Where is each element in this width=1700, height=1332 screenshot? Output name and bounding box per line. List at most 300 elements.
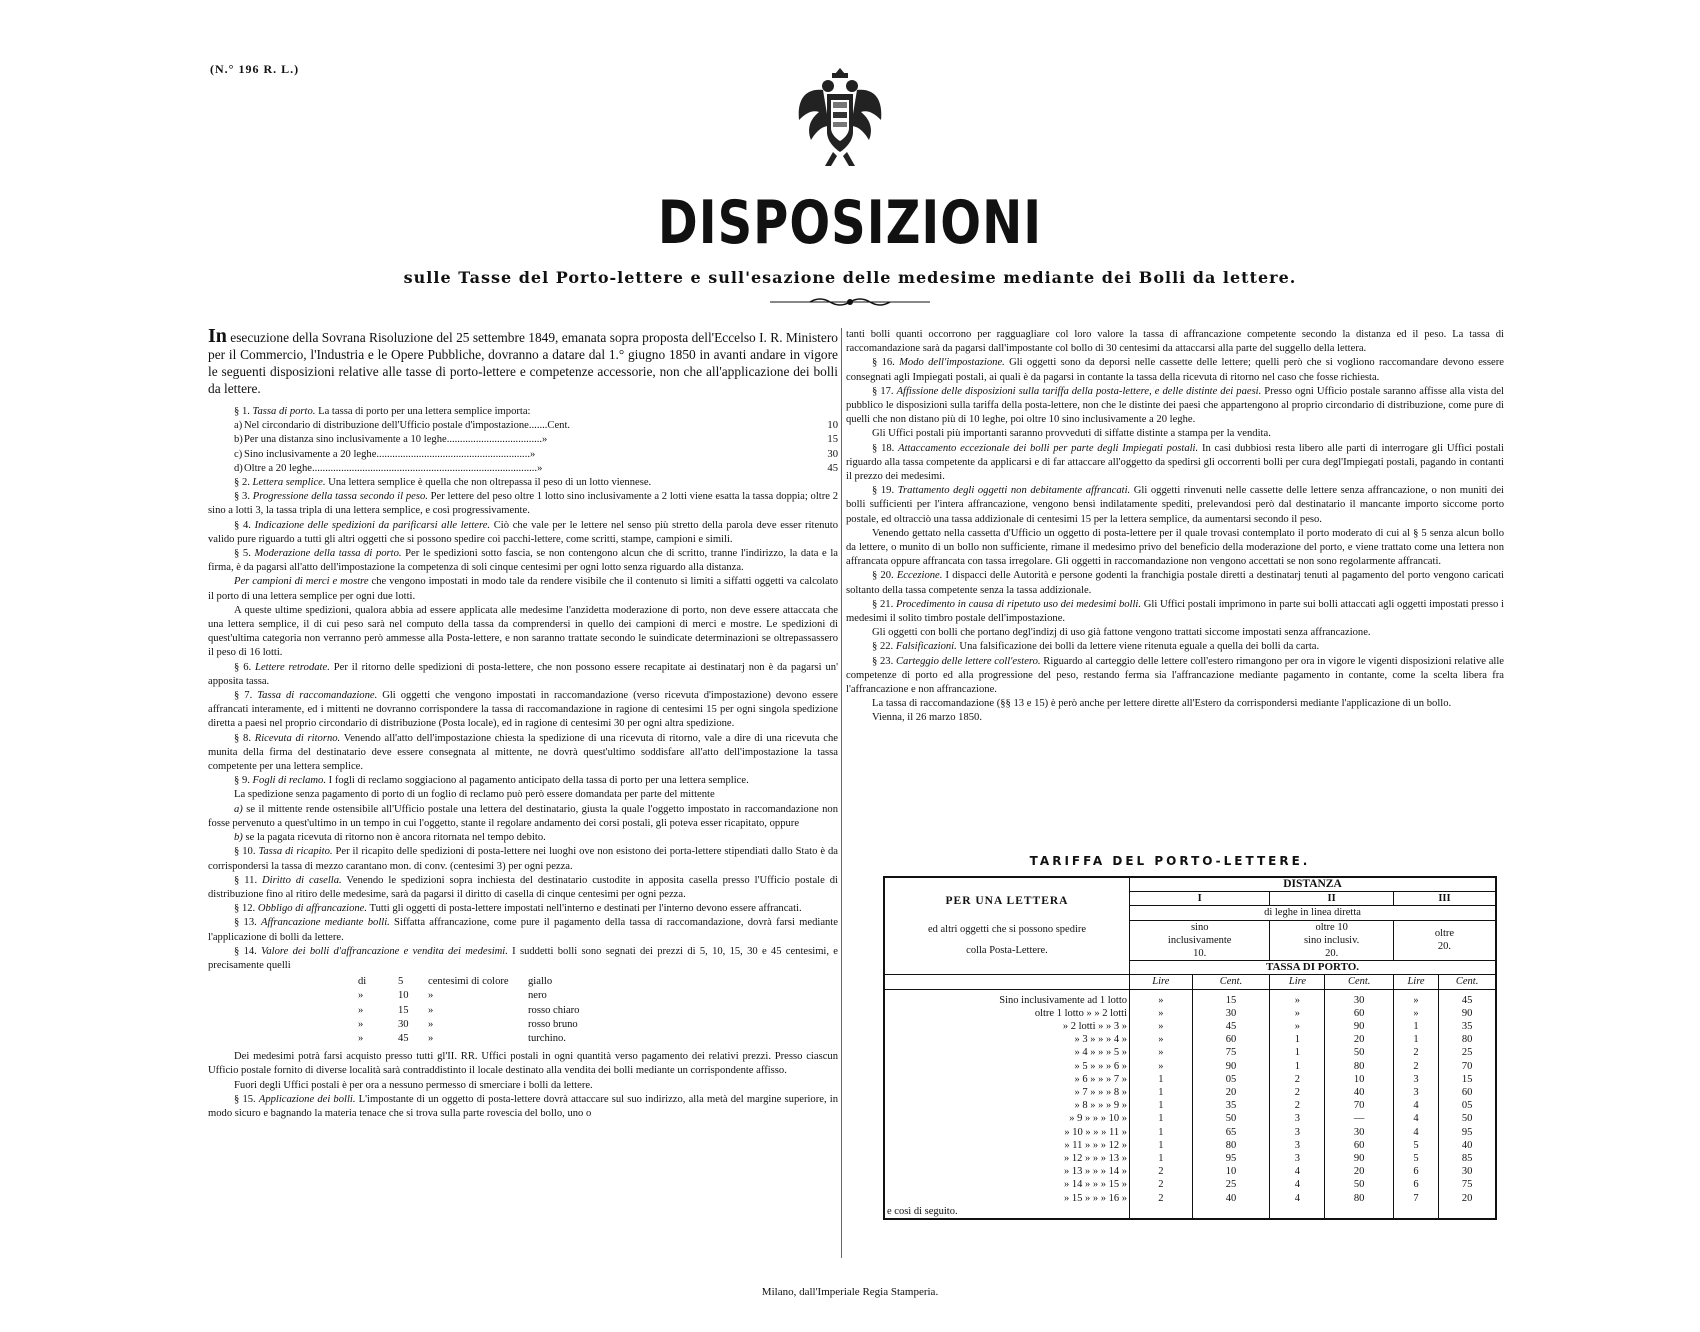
section-paragraph	[846, 569, 1504, 597]
section-paragraph	[846, 385, 1504, 428]
zone-desc-line: oltre 10	[1315, 921, 1348, 933]
section-title: Tassa di porto.	[252, 406, 316, 417]
lire-cell: 2	[1393, 1060, 1438, 1073]
cent-cell: 70	[1439, 1060, 1496, 1073]
zone-desc	[1393, 920, 1496, 961]
item-value: 10	[827, 420, 838, 432]
lire-cell: 1	[1393, 1033, 1438, 1046]
section-number: § 23.	[872, 655, 896, 667]
section-title: Fogli di reclamo.	[252, 775, 327, 787]
zone-header: I	[1130, 892, 1270, 906]
list-item	[358, 1004, 838, 1018]
cent-cell: 90	[1325, 1152, 1393, 1165]
lire-cell: 5	[1393, 1152, 1438, 1165]
section-text: Gli oggetti rinvenuti nelle cassette delle lettere senza affrancazione, o non muniti dei bolli sufficienti per l'intera affrancazione, vengono bensì indilatamente spediti, prelevandosi però dal destinatario il mancante importo siccome porto postale, ed oltracciò una tassa addizionale di centesimi 15 per la lettera semplice, da aumentarsi secondo il peso.	[846, 485, 1504, 525]
section-text: L'impostante di un oggetto di posta-lettere dovrà attaccare sul suo indirizzo, alla metà del margine superiore, in modo sicuro e bagnando la materia tenace che si trova sulla parte rovescia del bollo, uno o	[208, 1093, 838, 1119]
cent-cell: 60	[1325, 1007, 1393, 1020]
stamp-unit: »	[428, 1004, 434, 1016]
section-text: Gli oggetti con bolli che portano degl'indizj di uso già fattone vengono trattati siccome impostati senza affrancazione.	[872, 627, 1371, 639]
lire-cell: 1	[1130, 1099, 1193, 1112]
stamp-colors-list	[358, 975, 838, 1046]
zone-desc-line: 20.	[1325, 948, 1339, 960]
section-text: che vengono impostati in modo tale da rendere visibile che il contenuto si limiti a siffatti oggetti va calcolato il porto di una lettera semplice per ogni due lotti.	[208, 576, 838, 602]
cent-cell: 20	[1192, 1086, 1270, 1099]
list-item	[358, 975, 838, 989]
zone-desc	[1270, 920, 1394, 961]
item-value: 15	[827, 434, 838, 446]
section-paragraph	[846, 655, 1504, 698]
double-headed-eagle-emblem	[795, 60, 885, 170]
section-paragraph	[846, 626, 1504, 640]
cent-cell: 60	[1192, 1033, 1270, 1046]
section-paragraph	[208, 575, 838, 603]
cent-cell: 30	[1439, 1165, 1496, 1178]
weight-label: » 10 » » » 11 »	[884, 1126, 1130, 1139]
item-text: Per una distanza sino inclusivamente a 10 leghe....................................»	[244, 434, 548, 446]
section-title: Tassa di raccomandazione.	[257, 690, 378, 702]
table-row	[884, 1020, 1496, 1033]
cent-cell: 20	[1439, 1192, 1496, 1205]
lire-cell: 3	[1270, 1112, 1325, 1125]
stamp-color: rosso bruno	[528, 1018, 578, 1030]
stamp-value: 30	[398, 1018, 409, 1030]
section-title: Progressione della tassa secondo il peso.	[252, 491, 428, 503]
section-text: I fogli di reclamo soggiaciono al pagamento anticipato della tassa di porto per una lettera semplice.	[326, 775, 749, 787]
section-paragraph	[208, 476, 838, 490]
cent-cell: 10	[1325, 1073, 1393, 1086]
section-paragraph	[846, 356, 1504, 384]
lire-cell: 1	[1270, 1033, 1325, 1046]
cent-cell: 50	[1192, 1112, 1270, 1125]
stamp-color: nero	[528, 990, 547, 1002]
cent-column-header: Cent.	[1325, 975, 1393, 989]
cent-cell: 95	[1192, 1152, 1270, 1165]
section-text: Una lettera semplice è quella che non oltrepassa il peso di un lotto viennese.	[325, 477, 652, 489]
section-number: § 19.	[872, 485, 898, 497]
lire-cell: »	[1270, 1007, 1325, 1020]
ditto-mark: di	[358, 976, 367, 988]
ditto-mark: »	[358, 1018, 364, 1030]
cent-cell: 30	[1325, 989, 1393, 1007]
section-number: § 10.	[234, 846, 259, 858]
cent-cell: 30	[1192, 1007, 1270, 1020]
stamp-color: rosso chiaro	[528, 1004, 580, 1016]
page-subtitle: sulle Tasse del Porto-lettere e sull'esazione delle medesime mediante dei Bolli da lettere.	[403, 268, 1297, 287]
section-title: Falsificazioni.	[895, 641, 957, 653]
section-text: Gli Uffici postali imprimono in parte sui bolli attaccati agli oggetti impostati presso i medesimi il solito timbro postale dell'impostazione.	[846, 598, 1504, 625]
section-title: Modo dell'impostazione.	[899, 357, 1005, 369]
table-row	[884, 1178, 1496, 1191]
section-text: I dispacci delle Autorità e persone godenti la franchigia postale diretti a destinatarj tenuti al pagamento del porto vengono caricati soltanto della tassa competente senza la tassa addizionale.	[846, 570, 1504, 596]
section-title: Attaccamento eccezionale dei bolli per parte degli Impiegati postali.	[898, 442, 1199, 454]
zone-header: III	[1393, 892, 1496, 906]
section-text: Riguardo al carteggio delle lettere coll'estero rimangono per ora in vigore le vigenti disposizioni relative alle competenze di porto ed alla progressione del peso, restando ferma sia l'affrancazione mediante pagamento in contante, come la scelta libera fra l'affrancazione e non affrancazione.	[846, 655, 1504, 696]
list-item	[234, 448, 838, 462]
tariff-table	[883, 876, 1497, 1220]
cent-cell: 80	[1325, 1192, 1393, 1205]
distanza-header: DISTANZA	[1130, 877, 1497, 892]
weight-label: » 2 lotti » » 3 »	[884, 1020, 1130, 1033]
section-text: La tassa di porto per una lettera semplice importa:	[315, 406, 531, 417]
lire-cell: 3	[1270, 1152, 1325, 1165]
list-item	[358, 1032, 838, 1046]
weight-label: Sino inclusivamente ad 1 lotto	[884, 989, 1130, 1007]
section-paragraph	[846, 427, 1504, 441]
ditto-mark: »	[358, 990, 364, 1002]
lire-cell: »	[1130, 1046, 1193, 1059]
column-divider	[841, 328, 842, 1258]
section-number: § 8.	[234, 732, 255, 744]
table-row	[884, 1060, 1496, 1073]
section-number: § 2.	[234, 477, 253, 489]
right-sections	[846, 328, 1504, 711]
tariff-header-line: ed altri oggetti che si possono spedire	[927, 923, 1087, 935]
lire-cell: 6	[1393, 1165, 1438, 1178]
lire-cell: 2	[1130, 1192, 1193, 1205]
section-paragraph	[208, 604, 838, 661]
section-number: § 17.	[872, 385, 897, 397]
section-text: Venendo all'atto dell'impostazione chiesta la spedizione di una ricevuta di ritorno, vale a dire di una ricevuta che munita della firma del destinatario deve essere consegnata al mittente, ne dovrà quest'ultimo soddisfare all'atto dell'impostazione la tassa competente per una lettera semplice.	[208, 732, 838, 773]
weight-label: » 14 » » » 15 »	[884, 1178, 1130, 1191]
table-row	[884, 1086, 1496, 1099]
cent-cell: 40	[1439, 1139, 1496, 1152]
stamp-value: 10	[398, 990, 409, 1002]
item-text: Oltre a 20 leghe.....................................................................................»	[244, 462, 543, 474]
lire-cell: »	[1270, 1020, 1325, 1033]
table-row	[884, 1046, 1496, 1059]
table-tail-note: e così di seguito.	[884, 1205, 1130, 1219]
cent-cell: —	[1325, 1112, 1393, 1125]
cent-cell: 60	[1439, 1086, 1496, 1099]
lire-cell: 2	[1270, 1073, 1325, 1086]
section-number: § 18.	[872, 442, 899, 454]
weight-label: » 8 » » » 9 »	[884, 1099, 1130, 1112]
list-item	[358, 1018, 838, 1032]
stamp-color: turchino.	[528, 1032, 566, 1044]
section-text: Per il ricapito delle spedizioni di posta-lettere nei luoghi ove non esistono dei porta-lettere stipendiati dallo Stato è da corrispondersi la tassa di mezzo carantano mon. di conv. (centesimi 3) per ogni pezza.	[208, 846, 838, 872]
cent-cell: 05	[1192, 1073, 1270, 1086]
zone-desc-line: sino inclusiv.	[1303, 934, 1360, 946]
section-title: Lettere retrodate.	[255, 661, 330, 673]
lire-cell: 4	[1393, 1126, 1438, 1139]
lire-cell: 3	[1270, 1139, 1325, 1152]
section-text: Ciò che vale per le lettere nel senso più stretto della parola deve esser ritenuto valido pure riguardo a tutti gli altri oggetti che si possono spedire coi pacchi-lettere, come scritti, stampe, campioni e simili.	[208, 519, 838, 545]
section-title: Procedimento in causa di ripetuto uso dei medesimi bolli.	[895, 598, 1142, 610]
section-number: § 7.	[234, 690, 258, 702]
section-title: Per campioni di merci e mostre	[234, 576, 369, 588]
weight-label: » 11 » » » 12 »	[884, 1139, 1130, 1152]
cent-cell: 80	[1192, 1139, 1270, 1152]
item-text: Nel circondario di distribuzione dell'Ufficio postale d'impostazione.......Cent.	[244, 420, 571, 432]
table-row	[884, 1152, 1496, 1165]
lire-cell: 4	[1270, 1178, 1325, 1191]
cent-column-header: Cent.	[1439, 975, 1496, 989]
cent-cell: 40	[1192, 1192, 1270, 1205]
lire-cell: »	[1130, 1033, 1193, 1046]
item-label: b)	[234, 434, 243, 446]
section-title: Valore dei bolli d'affrancazione e vendita dei medesimi.	[261, 945, 508, 957]
ditto-mark: »	[358, 1004, 364, 1016]
section-number: § 1.	[234, 406, 253, 417]
lire-cell: »	[1130, 1020, 1193, 1033]
item-value: 30	[827, 448, 838, 460]
section-text: A queste ultime spedizioni, qualora abbia ad essere applicata alle medesime l'anzidetta moderazione di porto, non deve essere attaccata che una lettera semplice, il di cui peso sarà nel computo della tassa da comprendersi in quello dei campioni di merci e mostre. Le spedizioni di quest'ultima categoria non verranno però ammesse alla Posta-lettere, e non saranno trattate secondo le suindicate determinazioni se oltrepassassero il peso di 16 lotti.	[208, 604, 838, 659]
section-title: Diritto di casella.	[262, 874, 342, 886]
stamp-color: giallo	[528, 976, 553, 988]
date-signoff: Vienna, il 26 marzo 1850.	[872, 712, 982, 724]
weight-label: » 12 » » » 13 »	[884, 1152, 1130, 1165]
lire-cell: 2	[1130, 1178, 1193, 1191]
section-text: Gli Uffici postali più importanti saranno provveduti di siffatte distinte a stampa per la vendita.	[872, 428, 1271, 440]
section-paragraph	[846, 697, 1504, 711]
lire-cell: 4	[1393, 1112, 1438, 1125]
ditto-mark: »	[358, 1032, 364, 1044]
lire-cell: 1	[1130, 1139, 1193, 1152]
section-1	[208, 405, 838, 419]
right-column	[846, 328, 1504, 726]
section-number: § 3.	[234, 491, 253, 503]
list-item	[234, 433, 838, 447]
cent-cell: 80	[1325, 1060, 1393, 1073]
list-item	[234, 419, 838, 433]
weight-label: » 13 » » » 14 »	[884, 1165, 1130, 1178]
cent-cell: 20	[1325, 1033, 1393, 1046]
table-row	[884, 1033, 1496, 1046]
section-text: Tutti gli oggetti di posta-lettere impostati nell'interno e destinati per l'interno devono essere affrancati.	[367, 903, 802, 915]
lire-cell: 1	[1270, 1060, 1325, 1073]
stamp-unit: »	[428, 1032, 434, 1044]
cent-cell: 90	[1192, 1060, 1270, 1073]
section-paragraph	[846, 640, 1504, 654]
lire-cell: 6	[1393, 1178, 1438, 1191]
section-text: se il mittente rende ostensibile all'Ufficio postale una lettera del destinatario, giusta la quale l'oggetto impostato in raccomandazione non fosse pervenuto a quest'ultimo in un tempo in cui l'oggetto, stante il regolare andamento dei corsi postali, gli poteva esser ricapitato, oppure	[208, 803, 838, 829]
lire-cell: 1	[1270, 1046, 1325, 1059]
lire-cell: 5	[1393, 1139, 1438, 1152]
lire-cell: 4	[1270, 1192, 1325, 1205]
cent-cell: 05	[1439, 1099, 1496, 1112]
section-paragraph	[208, 945, 838, 973]
stamp-value: 15	[398, 1004, 409, 1016]
section-paragraph	[208, 490, 838, 518]
lire-cell: »	[1393, 989, 1438, 1007]
section-paragraph	[208, 519, 838, 547]
section-text: Una falsificazione dei bolli da lettere viene ritenuta eguale a quella dei bolli da carta.	[956, 641, 1320, 653]
cent-cell: 50	[1325, 1178, 1393, 1191]
cent-cell: 35	[1439, 1020, 1496, 1033]
section-paragraph	[208, 845, 838, 873]
leghe-header: di leghe in linea diretta	[1130, 906, 1497, 920]
zone-desc-line: 10.	[1193, 948, 1207, 960]
intro-text: esecuzione della Sovrana Risoluzione del 25 settembre 1849, emanata sopra proposta dell'Eccelso I. R. Ministero per il Commercio, l'Industria e le Opere Pubbliche, dovranno a datare dal 1.° giugno 1850 in avanti andare in vigore le seguenti disposizioni relative alle tasse di porto-lettere e competenze accessorie, non che all'applicazione dei bolli da lettere.	[208, 330, 838, 396]
lire-column-header: Lire	[1130, 975, 1193, 989]
section-title: Moderazione della tassa di porto.	[254, 548, 402, 560]
lire-cell: 2	[1130, 1165, 1193, 1178]
cent-cell: 15	[1192, 989, 1270, 1007]
section-number: § 11.	[234, 874, 263, 886]
cent-cell: 40	[1325, 1086, 1393, 1099]
section-title: a)	[234, 803, 243, 815]
list-item	[358, 989, 838, 1003]
lire-cell: »	[1270, 989, 1325, 1007]
cent-cell: 65	[1192, 1126, 1270, 1139]
table-row	[884, 989, 1496, 1007]
drop-initial: In	[208, 325, 227, 347]
table-row	[884, 1165, 1496, 1178]
cent-cell: 95	[1439, 1126, 1496, 1139]
section-paragraph	[208, 916, 838, 944]
stamp-unit: centesimi di colore	[428, 976, 509, 988]
section-text: Venendo le spedizioni sopra inchiesta del destinatario custodite in apposita casella presso l'Ufficio postale di distribuzione fino al ritiro delle medesime, sarà da pagarsi il diritto di casella di cinque centesimi per ogni pezza.	[208, 874, 838, 900]
section-text: In casi dubbiosi resta libero alle parti di interrogare gli Uffici postali riguardo alla tassa competente da applicarsi e di far attaccare all'oggetto da spedirsi gli occorrenti bolli per cura degl'Impiegati postali, pagando in contanti il prezzo dei medesimi.	[846, 442, 1504, 483]
stamp-unit: »	[428, 990, 434, 1002]
zone-desc-line: sino	[1190, 921, 1209, 933]
section-text: Siffatta affrancazione, come pure il pagamento della tassa di raccomandazione, dovrà farsi mediante l'applicazione di bolli da lettere.	[208, 917, 838, 943]
section-paragraph	[846, 442, 1504, 485]
blank-cell	[1130, 1205, 1193, 1219]
section-paragraph	[208, 689, 838, 732]
intro-paragraph	[208, 325, 838, 397]
section-paragraph	[208, 874, 838, 902]
lire-column-header: Lire	[1393, 975, 1438, 989]
lire-cell: 2	[1393, 1046, 1438, 1059]
lire-cell: 2	[1270, 1086, 1325, 1099]
cent-cell: 10	[1192, 1165, 1270, 1178]
left-column	[208, 325, 839, 1121]
tassa-header: TASSA DI PORTO.	[1130, 961, 1497, 975]
lire-cell: »	[1130, 1007, 1193, 1020]
table-row	[884, 1139, 1496, 1152]
lire-cell: »	[1130, 1060, 1193, 1073]
cent-cell: 60	[1325, 1139, 1393, 1152]
paragraph: Dei medesimi potrà farsi acquisto presso tutti gl'II. RR. Uffici postali in ogni quantità verso pagamento dei relativi prezzi. Presso ciascun Ufficio postale fornito di diverse località sarà contraddistinto il locale destinato alla vendita dei bolli mediante un corrispondente affisso.	[208, 1051, 838, 1077]
section-text: La tassa di raccomandazione (§§ 13 e 15) è però anche per lettere dirette all'Estero da corrispondersi mediante l'applicazione di un bollo.	[872, 698, 1452, 710]
item-value: 45	[827, 462, 838, 474]
cent-cell: 25	[1439, 1046, 1496, 1059]
weight-label: » 15 » » » 16 »	[884, 1192, 1130, 1205]
section-title: Trattamento degli oggetti non debitamente affrancati.	[897, 485, 1131, 497]
section-text: tanti bolli quanti occorrono per ragguagliare col loro valore la tassa di affrancazione competente secondo la distanza ed il peso. La tassa di raccomandazione sarà da pagarsi dall'impostante col bollo di 30 centesimi da attaccarsi alla parte del suggello della lettera.	[846, 329, 1504, 355]
item-text: Sino inclusivamente a 20 leghe..........................................................»	[244, 448, 536, 460]
table-row	[884, 1073, 1496, 1086]
weight-label: » 5 » » » 6 »	[884, 1060, 1130, 1073]
section-text: se la pagata ricevuta di ritorno non è ancora ritornata nel tempo debito.	[242, 832, 546, 844]
table-row	[884, 1205, 1496, 1219]
section-15	[208, 1093, 838, 1121]
section-title: Applicazione dei bolli.	[258, 1093, 356, 1105]
blank-cell	[1439, 1205, 1496, 1219]
item-label: c)	[234, 448, 243, 460]
section-number: § 20.	[872, 570, 897, 582]
page-title: DISPOSIZIONI	[657, 188, 1043, 258]
cent-cell: 15	[1439, 1073, 1496, 1086]
left-sections	[208, 476, 838, 973]
section-text: Gli oggetti che vengono impostati in raccomandazione (verso ricevuta d'impostazione) devono essere affrancati interamente, ed i mittenti ne dovranno corrispondere la tassa di raccomandazione in ragione di centesimi 15 per ogni singola spedizione diretta a paesi nel proprio circondario di distribuzione (Posta locale), ed in ragione di centesimi 30 per ogni altra spedizione.	[208, 690, 838, 730]
section-text: Per lettere del peso oltre 1 lotto sino inclusivamente a 2 lotti viene esatta la tassa doppia; oltre 2 sino a lotti 3, la tassa tripla di una lettera semplice, e così progressivamente.	[208, 491, 839, 517]
weight-label: » 7 » » » 8 »	[884, 1086, 1130, 1099]
lire-cell: 1	[1130, 1152, 1193, 1165]
lire-cell: 1	[1130, 1112, 1193, 1125]
section-paragraph	[208, 831, 838, 845]
section-paragraph	[846, 328, 1504, 356]
lire-cell: 3	[1393, 1073, 1438, 1086]
lire-cell: »	[1393, 1007, 1438, 1020]
section-text: Per il ritorno delle spedizioni di posta-lettere, che non possono essere recapitate ai destinatarj non è da pagarsi un' apposita tassa.	[208, 661, 838, 687]
section-paragraph	[208, 547, 838, 575]
section-number: § 13.	[234, 917, 262, 929]
table-row	[884, 1007, 1496, 1020]
section-text: Per le spedizioni sotto fascia, se non contengono alcun che di scritto, tranne l'indirizzo, la data e la firma, è da pagarsi all'atto dell'impostazione la competenza di soli cinque centesimi per ogni lotto senza riguardo alla distanza.	[208, 548, 839, 574]
section-title: Indicazione delle spedizioni da parificarsi alle lettere.	[254, 519, 491, 531]
cent-cell: 90	[1325, 1020, 1393, 1033]
section-text: Venendo gettato nella cassetta d'Ufficio un oggetto di posta-lettere per il quale trovasi contemplato il porto moderato di cui al § 5 senza alcun bollo da lettere, o munito di un bollo non sufficiente, rimane il medesimo privo del beneficio della moderazione del porto, e viene trattato come una lettera non affrancata oppure affrancata con tassa irregolare. Gli oggetti in raccomandazione non vengono accettati se non sono regolarmente affrancati.	[846, 527, 1504, 568]
section-paragraph	[846, 527, 1504, 570]
blank-cell	[1393, 1205, 1438, 1219]
document-reference: (N.° 196 R. L.)	[210, 62, 300, 76]
section-paragraph	[208, 774, 838, 788]
section-text: Presso ogni Ufficio postale saranno affisse alla vista del pubblico le disposizioni sulla tariffa della posta-lettere, non che le distinte dei paesi che appartengono al proprio circondario di distribuzione, come pure di quelli che non distano più di 10 leghe, poi oltre 10 sino inclusivamente a 20 leghe.	[846, 385, 1504, 426]
paragraph: Fuori degli Uffici postali è per ora a nessuno permesso di smerciare i bolli da lettere.	[234, 1079, 593, 1091]
section-title: Affrancazione mediante bolli.	[261, 917, 390, 929]
tariff-header-title: PER UNA LETTERA	[945, 895, 1069, 908]
cent-column-header: Cent.	[1192, 975, 1270, 989]
list-item	[234, 462, 838, 476]
section-number: § 12.	[234, 903, 258, 915]
zone-desc	[1130, 920, 1270, 961]
cent-cell: 70	[1325, 1099, 1393, 1112]
blank-cell	[1192, 1205, 1270, 1219]
stamp-unit: »	[428, 1018, 434, 1030]
stamp-value: 5	[398, 976, 404, 988]
weight-label: oltre 1 lotto » » 2 lotti	[884, 1007, 1130, 1020]
table-row	[884, 1112, 1496, 1125]
printer-footer: Milano, dall'Imperiale Regia Stamperia.	[761, 1286, 939, 1298]
weight-label: » 3 » » » 4 »	[884, 1033, 1130, 1046]
section-text: Gli oggetti sono da deporsi nelle cassette delle lettere; quelli però che si vogliono raccomandare devono essere consegnati agli Impiegati postali, ai quali è da pagarsi in contante la tassa della ricevuta di ritorno nel caso che fosse richiesta.	[846, 357, 1504, 383]
section-title: b)	[234, 832, 243, 844]
item-label: a)	[234, 420, 243, 432]
tariff-header-line: colla Posta-Lettere.	[966, 944, 1048, 956]
zone-desc-line: inclusivamente	[1167, 934, 1232, 946]
section-paragraph	[208, 902, 838, 916]
section-number: § 6.	[234, 661, 256, 673]
section-number: § 22.	[872, 641, 896, 653]
stamp-value: 45	[398, 1032, 409, 1044]
cent-cell: 75	[1439, 1178, 1496, 1191]
cent-cell: 80	[1439, 1033, 1496, 1046]
blank-cell	[884, 975, 1130, 989]
cent-cell: 45	[1192, 1020, 1270, 1033]
table-row	[884, 1192, 1496, 1205]
weight-label: » 4 » » » 5 »	[884, 1046, 1130, 1059]
table-row	[884, 1099, 1496, 1112]
section-paragraph	[208, 661, 838, 689]
lire-cell: 3	[1270, 1126, 1325, 1139]
zone-desc-line: 20.	[1437, 941, 1451, 953]
section-paragraph	[846, 598, 1504, 626]
section-paragraph	[208, 788, 838, 802]
section-text: La spedizione senza pagamento di porto di un foglio di reclamo può però essere domandata per parte del mittente	[234, 789, 715, 801]
lire-cell: 1	[1130, 1126, 1193, 1139]
section-number: § 14.	[234, 945, 262, 957]
section-number: § 9.	[234, 775, 253, 787]
section-title: Lettera semplice.	[252, 477, 326, 489]
section-title: Obbligo di affrancazione.	[257, 903, 368, 915]
lire-cell: 1	[1393, 1020, 1438, 1033]
lire-cell: »	[1130, 989, 1193, 1007]
item-label: d)	[234, 462, 243, 474]
section-paragraph	[208, 803, 838, 831]
section-title: Ricevuta di ritorno.	[254, 732, 341, 744]
